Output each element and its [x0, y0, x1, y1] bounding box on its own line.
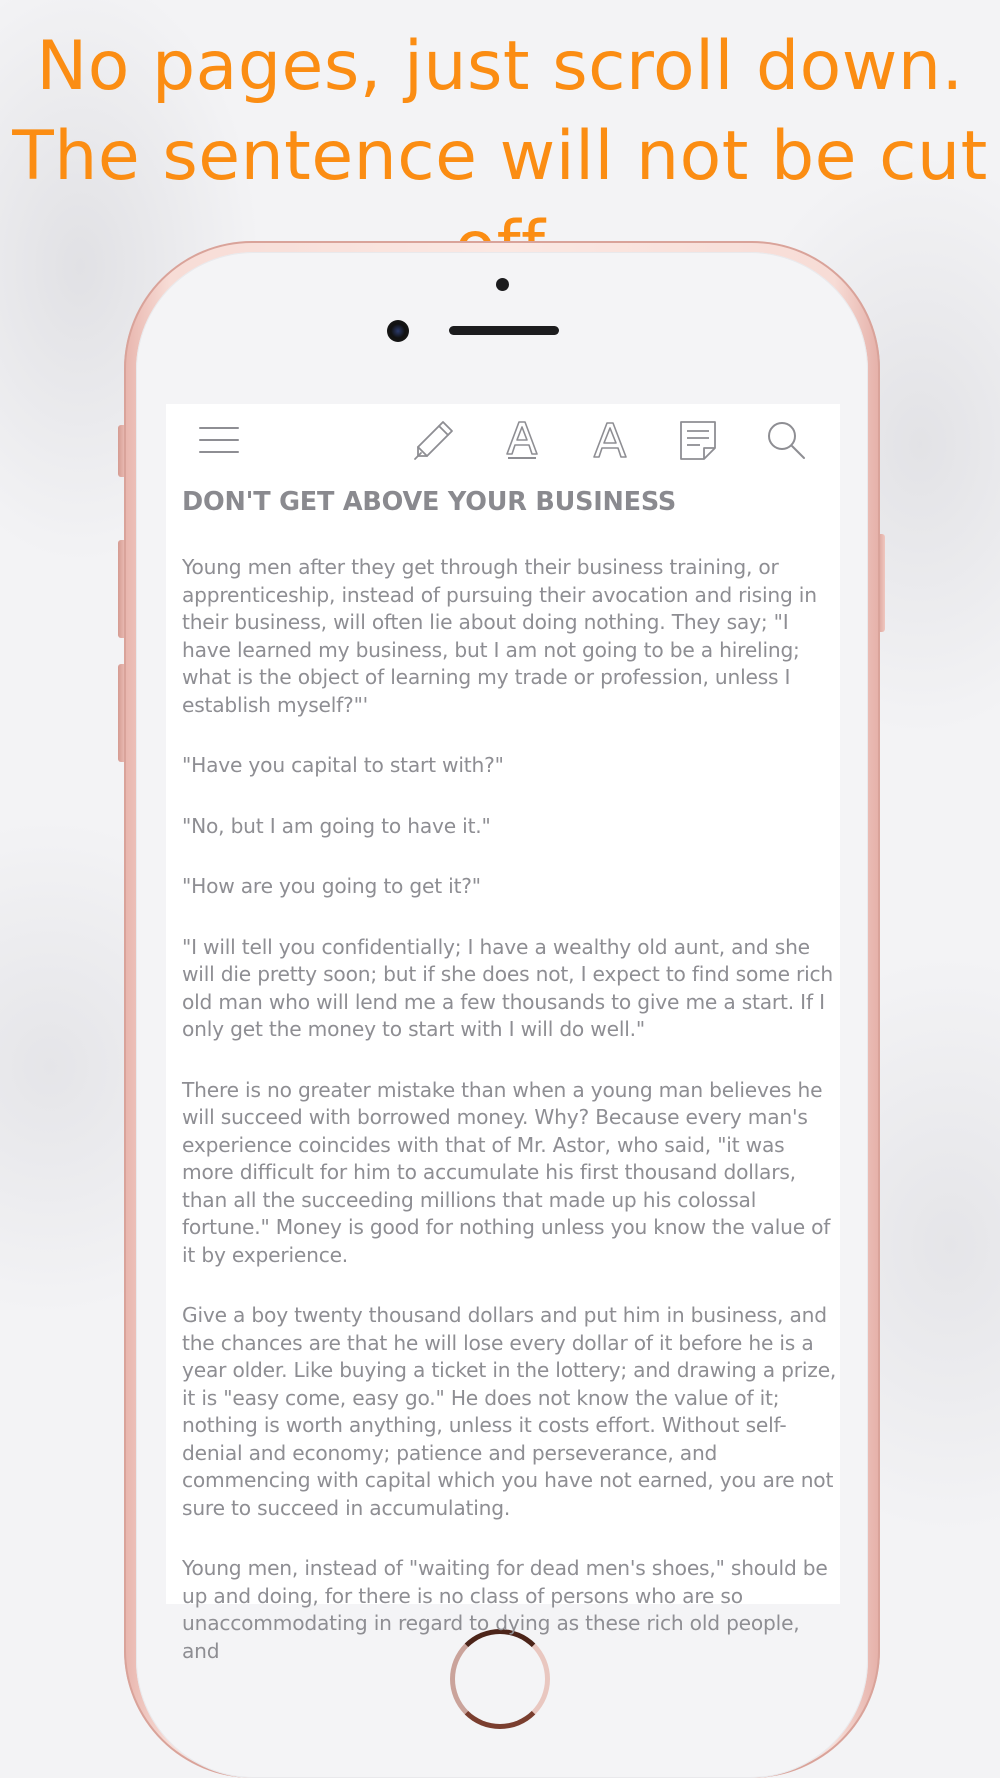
note-icon[interactable] — [676, 418, 720, 462]
article-paragraph: "No, but I am going to have it." — [182, 813, 491, 838]
earpiece-speaker — [449, 326, 559, 335]
reader-toolbar — [166, 404, 840, 474]
promo-headline: No pages, just scroll down. The sentence will not be cut — [12, 27, 988, 196]
reader-screen[interactable] — [166, 404, 840, 1663]
article-paragraph: Young men after they get through their business training, or apprenticeship, instead of pursuing their avocation and rising in their business, will often lie about doing nothing. They say; "I have learned my business, but I am not going to be a hireling; what is the object of learning my trade or profession, unless I establish myself?"' — [182, 555, 817, 717]
font-outline-underline-icon[interactable] — [500, 418, 544, 462]
article-paragraph: Young men, instead of "waiting for dead men's shoes," should be up and doing, for there is no class of persons who are so unaccommodating in regard to dying as these rich old people, and — [182, 1556, 828, 1663]
proximity-sensor — [496, 278, 509, 291]
article-paragraph: There is no greater mistake than when a young man believes he will succeed with borrowed money. Why? Because every man's experience coincides with that of Mr. Astor, who said, "it was more difficult for him to accumulate his first thousand dollars, than all the succeeding millions that made up his colossal fortune." Money is good for nothing unless you know the value of it by experience. — [182, 1077, 831, 1267]
article-title: DON'T GET ABOVE YOUR BUSINESS — [182, 487, 677, 517]
article-content — [182, 482, 838, 1698]
menu-icon[interactable] — [196, 418, 240, 462]
front-camera — [387, 320, 409, 342]
pencil-icon[interactable] — [412, 418, 456, 462]
article-paragraph: "I will tell you confidentially; I have a wealthy old aunt, and she will die pretty soon; but if she does not, I expect to find some rich old man who will lend me a few thousands to give me a start. If I only get the money to start with I will do well." — [182, 934, 834, 1041]
font-outline-icon[interactable] — [588, 418, 632, 462]
article-paragraph: "How are you going to get it?" — [182, 874, 481, 898]
article-paragraph: "Have you capital to start with?" — [182, 753, 504, 777]
search-icon[interactable] — [764, 418, 808, 462]
article-paragraph: Give a boy twenty thousand dollars and put him in business, and the chances are that he will lose every dollar of it before he is a year older. Like buying a ticket in the lottery; and drawing a prize, it is "easy come, easy go." He does not know the value of it; nothing is worth anything, unless it costs effort. Without self-denial and economy; patience and perseverance, and commencing with capital which you have not earned, you are not sure to succeed in accumulating. — [182, 1303, 837, 1520]
